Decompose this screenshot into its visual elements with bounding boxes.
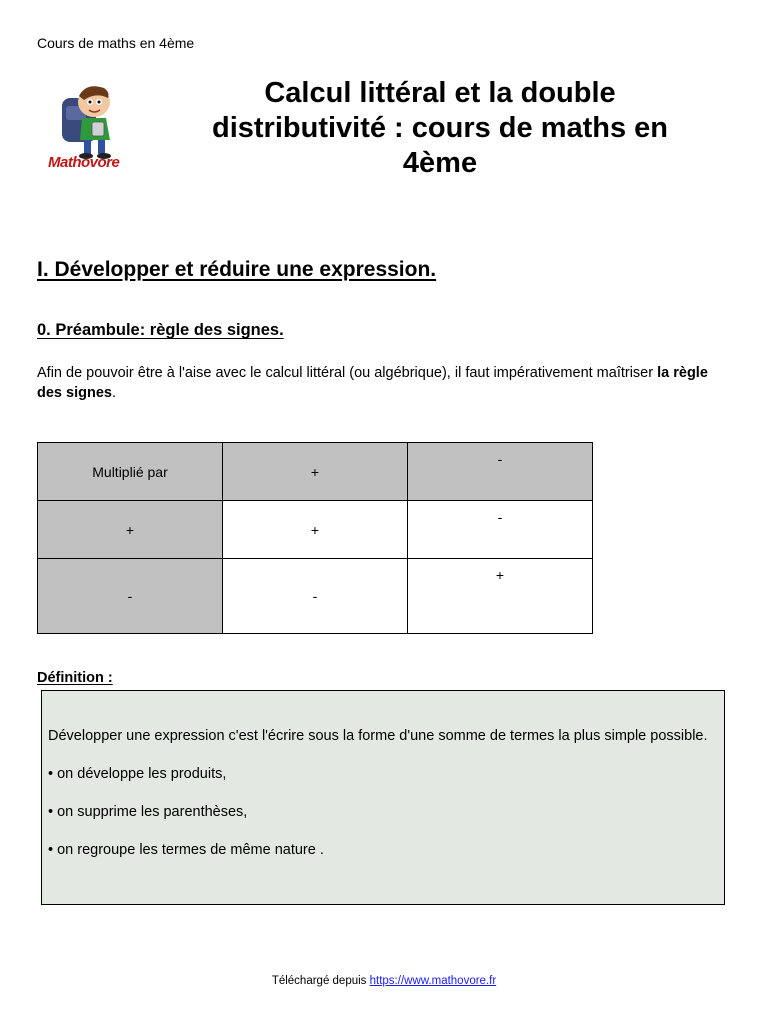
table-cell: - (408, 501, 593, 559)
intro-end: . (111, 385, 116, 401)
table-cell: Multiplié par (38, 443, 223, 501)
table-cell: - (38, 559, 223, 634)
table-row (38, 501, 593, 559)
section-heading: I. Développer et réduire une expression. (37, 258, 437, 281)
header-note: Cours de maths en 4ème (37, 35, 195, 51)
footer-text: Téléchargé depuis (271, 975, 370, 987)
intro-paragraph (37, 363, 727, 403)
footer-link[interactable]: https://www.mathovore.fr (369, 975, 497, 987)
definition-box (41, 690, 725, 905)
definition-label: Définition : (37, 670, 113, 686)
table-cell: + (408, 559, 593, 634)
table-cell: + (223, 501, 408, 559)
definition-bullet: • on regroupe les termes de même nature . (48, 842, 324, 858)
definition-text: Développer une expression c'est l'écrire sous la forme d'une somme de termes la plus simple possible. (48, 728, 708, 744)
logo-text: Mathovore (48, 154, 120, 171)
table-cell: + (38, 501, 223, 559)
table-cell: + (223, 443, 408, 501)
intro-bold: la règle des signes (37, 365, 708, 401)
table-cell: - (223, 559, 408, 634)
definition-bullet: • on développe les produits, (48, 766, 227, 782)
sign-rule-table (37, 442, 593, 634)
mathovore-logo (44, 78, 144, 178)
definition-bullet: • on supprime les parenthèses, (48, 804, 248, 820)
table-row (38, 559, 593, 634)
table-cell: - (408, 443, 593, 501)
page-title: Calcul littéral et la double distributivité : cours de maths en 4ème (211, 77, 669, 179)
footer (0, 975, 768, 987)
sub-heading: 0. Préambule: règle des signes. (37, 321, 284, 339)
intro-text: Afin de pouvoir être à l'aise avec le calcul littéral (ou algébrique), il faut impérativement maîtriser (37, 365, 658, 381)
table-row (38, 443, 593, 501)
